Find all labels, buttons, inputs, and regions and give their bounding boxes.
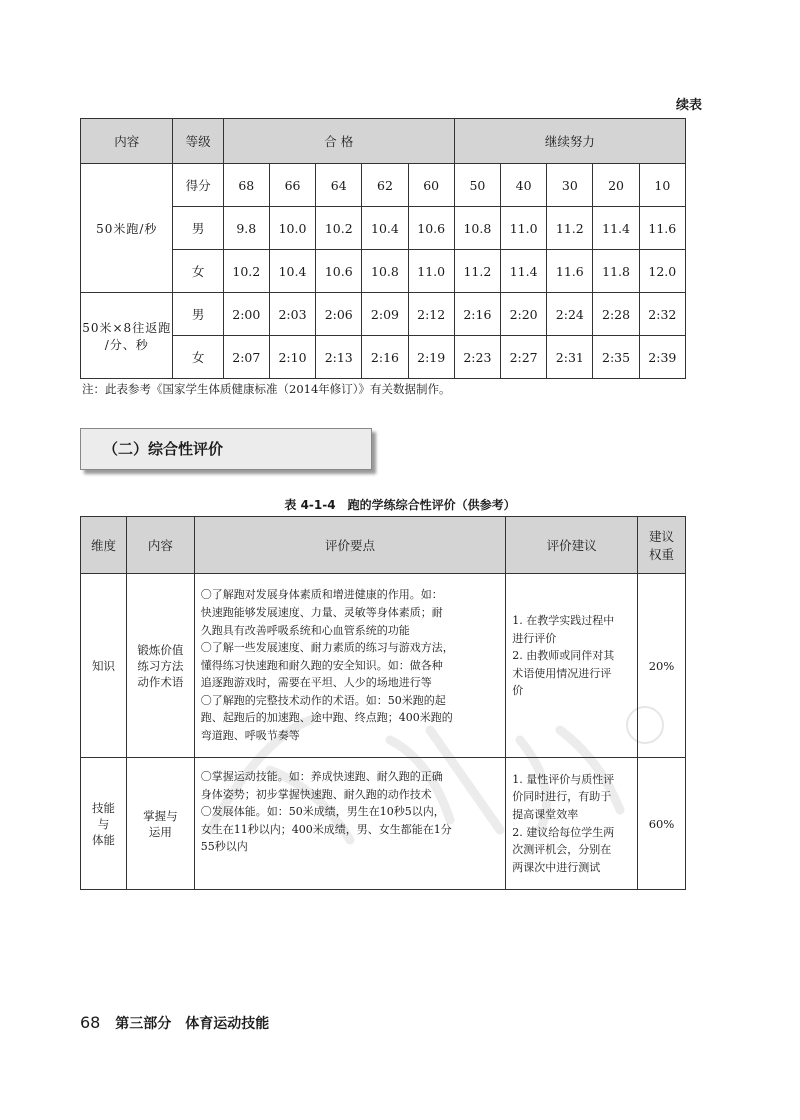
cell: 2:24	[547, 293, 593, 336]
dimension-line: 技能	[91, 800, 115, 815]
group-label-50m: 50米跑/秒	[81, 164, 173, 293]
cell: 2:16	[454, 293, 500, 336]
cell: 2:16	[362, 336, 408, 379]
points-line: 快速跑能够发展速度、力量、灵敏等身体素质；耐	[200, 605, 443, 619]
cell: 10.8	[362, 250, 408, 293]
header-dimension: 维度	[81, 517, 127, 574]
cell: 11.0	[501, 207, 547, 250]
cell: 10.4	[269, 250, 315, 293]
table-header-row	[81, 119, 686, 164]
table-row	[81, 164, 686, 207]
points-cell	[194, 758, 505, 890]
dimension-cell: 知识	[81, 574, 127, 758]
content-line: 掌握与	[143, 808, 178, 823]
cell: 2:20	[501, 293, 547, 336]
row-sub: 男	[173, 293, 223, 336]
suggestion-line: 提高课堂效率	[512, 807, 579, 821]
row-sub: 女	[173, 250, 223, 293]
content-cell	[126, 574, 194, 758]
cell: 2:12	[408, 293, 454, 336]
weight-cell: 60%	[638, 758, 686, 890]
cell: 11.2	[454, 250, 500, 293]
cell: 2:10	[269, 336, 315, 379]
points-line: 懂得练习快速跑和耐久跑的安全知识。如：做各种	[200, 658, 443, 672]
suggestion-line: 1. 量性评价与质性评	[512, 772, 615, 786]
cell: 60	[408, 164, 454, 207]
points-line: 〇掌握运动技能。如：养成快速跑、耐久跑的正确	[200, 770, 443, 783]
suggestion-line: 价	[512, 684, 524, 698]
suggestion-line: 2. 由教师或同伴对其	[512, 649, 615, 663]
cell: 10.4	[362, 207, 408, 250]
row-sub: 男	[173, 207, 223, 250]
cell: 10.0	[269, 207, 315, 250]
group-label-line: /分、秒	[104, 337, 149, 352]
header-pass: 合 格	[223, 119, 454, 164]
cell: 11.2	[547, 207, 593, 250]
group-label-shuttle	[81, 293, 173, 379]
section-title: （二）综合性评价	[103, 440, 224, 458]
points-line: 〇发展体能。如：50米成绩，男生在10秒5以内，	[200, 805, 445, 819]
suggestion-cell	[506, 574, 638, 758]
cell: 40	[501, 164, 547, 207]
cell: 9.8	[223, 207, 269, 250]
cell: 2:23	[454, 336, 500, 379]
cell: 2:19	[408, 336, 454, 379]
points-line: 〇了解一些发展速度、耐力素质的练习与游戏方法，	[200, 641, 454, 655]
cell: 2:27	[501, 336, 547, 379]
page-number: 68	[80, 1013, 101, 1032]
cell: 2:07	[223, 336, 269, 379]
cell: 11.6	[639, 207, 685, 250]
cell: 10.2	[223, 250, 269, 293]
row-sub: 女	[173, 336, 223, 379]
points-line: 追逐跑游戏时，需要在平坦、人少的场地进行等	[200, 676, 432, 690]
header-suggestion: 评价建议	[506, 517, 638, 574]
header-weight-line: 权重	[649, 547, 675, 562]
content-line: 练习方法	[137, 658, 184, 673]
cell: 2:13	[316, 336, 362, 379]
page-footer	[80, 1013, 269, 1033]
score-table	[80, 118, 686, 379]
suggestion-line: 两课次中进行测试	[512, 860, 601, 874]
cell: 64	[316, 164, 362, 207]
dimension-line: 体能	[91, 832, 115, 847]
cell: 10.2	[316, 207, 362, 250]
cell: 2:32	[639, 293, 685, 336]
suggestion-line: 2. 建议给每位学生两	[512, 825, 615, 839]
table-caption: 表 4-1-4 跑的学练综合性评价（供参考）	[284, 498, 516, 512]
weight-cell: 20%	[638, 574, 686, 758]
section-heading	[80, 428, 372, 470]
cell: 2:28	[593, 293, 639, 336]
cell: 10.6	[408, 207, 454, 250]
cell: 66	[269, 164, 315, 207]
content-cell	[126, 758, 194, 890]
cell: 2:39	[639, 336, 685, 379]
cell: 11.6	[547, 250, 593, 293]
points-line: 身体姿势；初步掌握快速跑、耐久跑的动作技术	[200, 787, 432, 801]
dimension-cell	[81, 758, 127, 890]
suggestion-line: 1. 在教学实践过程中	[512, 614, 615, 627]
suggestion-line: 价同时进行，有助于	[512, 790, 612, 804]
cell: 10	[639, 164, 685, 207]
content-line: 锻炼价值	[137, 642, 184, 657]
points-line: 〇了解跑对发展身体素质和增进健康的作用。如：	[200, 588, 443, 602]
cell: 11.0	[408, 250, 454, 293]
cell: 2:03	[269, 293, 315, 336]
points-line: 跑、起跑后的加速跑、途中跑、终点跑；400米跑的	[200, 711, 453, 725]
table-header-row	[81, 517, 686, 574]
group-label-line: 50米×8往返跑	[82, 320, 172, 335]
cell: 20	[593, 164, 639, 207]
cell: 10.6	[316, 250, 362, 293]
header-weight	[638, 517, 686, 574]
points-line: 久跑具有改善呼吸系统和心血管系统的功能	[200, 623, 410, 637]
table-row	[81, 293, 686, 336]
header-content: 内容	[81, 119, 173, 164]
header-content: 内容	[126, 517, 194, 574]
cell: 2:35	[593, 336, 639, 379]
header-weight-line: 建议	[649, 529, 675, 544]
cell: 11.4	[593, 207, 639, 250]
evaluation-table	[80, 516, 686, 890]
suggestion-line: 术语使用情况进行评	[512, 666, 612, 680]
cell: 62	[362, 164, 408, 207]
suggestion-cell	[506, 758, 638, 890]
cell: 2:09	[362, 293, 408, 336]
footer-text: 第三部分 体育运动技能	[115, 1016, 270, 1032]
header-level: 等级	[173, 119, 223, 164]
content-line: 运用	[148, 824, 172, 839]
cell: 50	[454, 164, 500, 207]
row-sub: 得分	[173, 164, 223, 207]
table-row	[81, 758, 686, 890]
header-effort: 继续努力	[454, 119, 685, 164]
points-line: 55秒以内	[200, 840, 248, 854]
points-line: 弯道跑、呼吸节奏等	[200, 729, 300, 743]
cell: 10.8	[454, 207, 500, 250]
cell: 2:06	[316, 293, 362, 336]
suggestion-line: 次测评机会，分别在	[512, 843, 612, 857]
points-line: 〇了解跑的完整技术动作的术语。如：50米跑的起	[200, 693, 446, 707]
points-line: 女生在11秒以内；400米成绩，男、女生都能在1分	[200, 822, 452, 836]
suggestion-line: 进行评价	[512, 631, 557, 645]
cell: 2:31	[547, 336, 593, 379]
cell: 12.0	[639, 250, 685, 293]
cell: 11.8	[593, 250, 639, 293]
cell: 11.4	[501, 250, 547, 293]
header-points: 评价要点	[194, 517, 505, 574]
points-cell	[194, 574, 505, 758]
cell: 30	[547, 164, 593, 207]
continued-label: 续表	[675, 98, 702, 113]
cell: 2:00	[223, 293, 269, 336]
cell: 68	[223, 164, 269, 207]
dimension-line: 与	[97, 816, 110, 831]
table-row	[81, 574, 686, 758]
table-note: 注：此表参考《国家学生体质健康标准（2014年修订）》有关数据制作。	[82, 382, 451, 396]
content-line: 动作术语	[137, 674, 184, 689]
